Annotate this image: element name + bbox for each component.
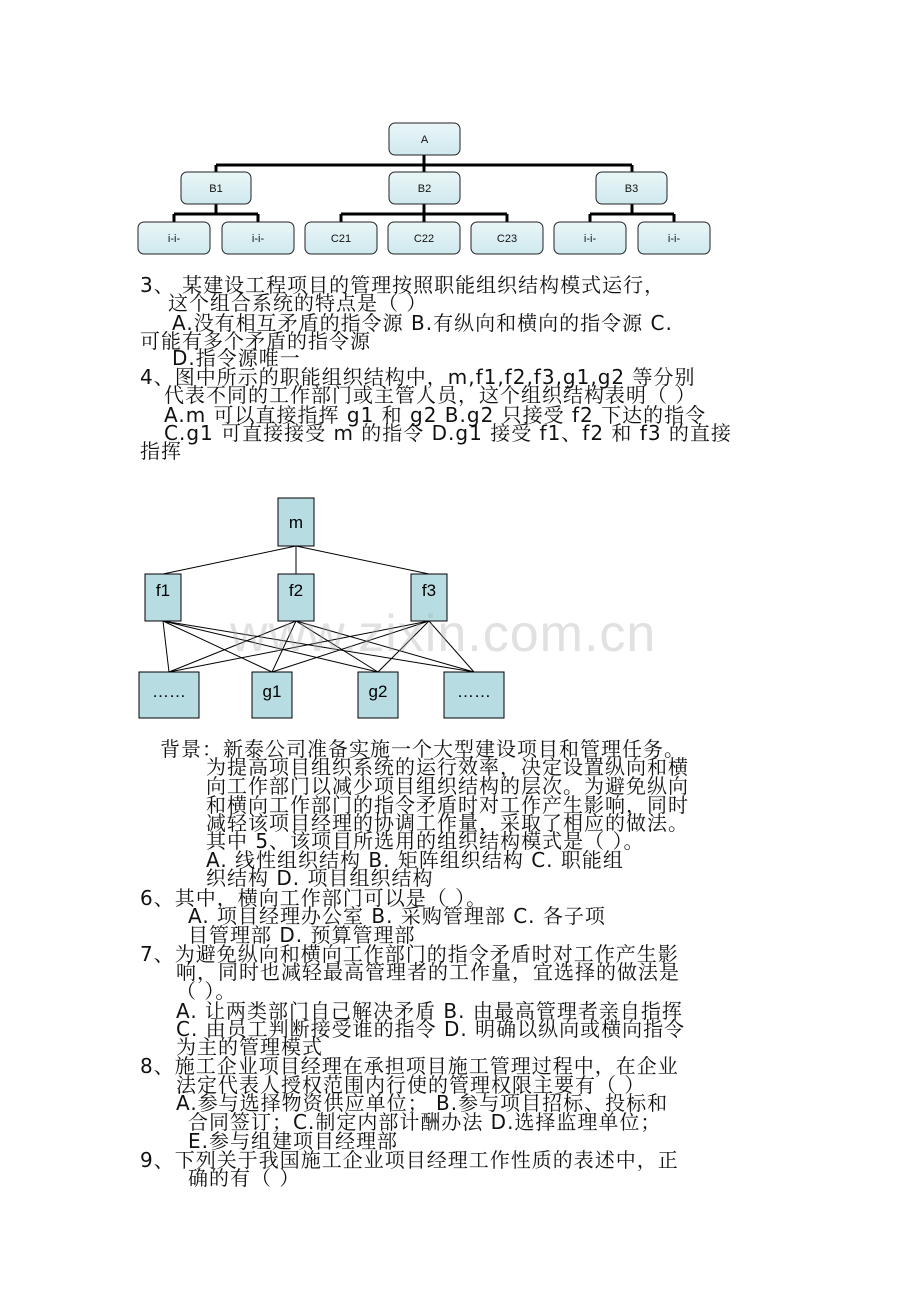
text-line: （ ）。 — [176, 979, 237, 1003]
text-line: 指挥 — [140, 439, 182, 463]
text-line: 为提高项目组织系统的运行效率，决定设置纵向和横 — [206, 755, 689, 779]
network-node-ellipsis-right — [444, 672, 504, 718]
tree-node-c21 — [305, 222, 377, 254]
text-line: A.没有相互矛盾的指令源 B.有纵向和横向的指令源 C. — [172, 311, 673, 335]
text-line: 响，同时也减轻最高管理者的工作量，宜选择的做法是 — [176, 960, 680, 984]
network-node-label: m — [288, 513, 304, 532]
tree-node-label: i-i- — [667, 233, 681, 245]
text-line: 目管理部 D. 预算管理部 — [188, 923, 416, 947]
text-line: 确的有（ ） — [188, 1166, 301, 1190]
text-line: E.参与组建项目经理部 — [188, 1129, 398, 1153]
tree-node-label: C21 — [330, 233, 352, 245]
text-line: A. 线性组织结构 B. 矩阵组织结构 C. 职能组 — [206, 848, 624, 872]
tree-node-leaf-6 — [554, 222, 626, 254]
text-line: 合同签订；C.制定内部计酬办法 D.选择监理单位； — [188, 1110, 662, 1134]
text-line: 9、下列关于我国施工企业项目经理工作性质的表述中，正 — [140, 1148, 679, 1172]
text-line: 3、 某建设工程项目的管理按照职能组织结构模式运行， — [140, 273, 666, 297]
network-node-label: f1 — [155, 581, 171, 600]
text-line: 代表不同的工作部门或主管人员，这个组织结构表明（ ） — [164, 383, 697, 407]
text-line: 向工作部门以减少项目组织结构的层次。为避免纵向 — [206, 774, 689, 798]
network-node-label: …… — [457, 682, 491, 701]
text-line: 减轻该项目经理的协调工作量，采取了相应的做法。 — [206, 811, 689, 835]
text-line: 8、施工企业项目经理在承担项目施工管理过程中，在企业 — [140, 1054, 679, 1078]
tree-node-c22 — [388, 222, 460, 254]
tree-node-leaf-1 — [138, 222, 210, 254]
tree-node-b2 — [389, 172, 460, 204]
text-line: 这个组合系统的特点是（ ） — [168, 291, 428, 315]
tree-node-leaf-7 — [638, 222, 710, 254]
network-node-g1 — [252, 672, 292, 718]
text-line: 背景：新泰公司准备实施一个大型建设项目和管理任务。 — [160, 737, 685, 761]
tree-node-label: C22 — [413, 233, 435, 245]
network-node-label: g2 — [368, 682, 388, 701]
text-line: A.参与选择物资供应单位； B.参与项目招标、投标和 — [176, 1091, 669, 1115]
text-line: 法定代表人授权范围内行使的管理权限主要有（ ） — [176, 1073, 646, 1097]
tree-node-label: B2 — [417, 183, 432, 195]
tree-node-label: i-i- — [583, 233, 597, 245]
tree-node-label: B3 — [624, 183, 639, 195]
text-line: A.m 可以直接指挥 g1 和 g2 B.g2 只接受 f2 下达的指令 — [164, 403, 707, 427]
tree-node-label: i-i- — [167, 233, 181, 245]
text-line: 其中 5、该项目所选用的组织结构模式是（ ）。 — [206, 829, 645, 853]
text-line: A. 让两类部门自己解决矛盾 B. 由最高管理者亲自指挥 — [176, 999, 683, 1023]
text-line: C.g1 可直接接受 m 的指令 D.g1 接受 f1、f2 和 f3 的直接 — [164, 421, 732, 445]
text-line: 7、为避免纵向和横向工作部门的指令矛盾时对工作产生影 — [140, 942, 679, 966]
tree-node-label: A — [420, 134, 429, 146]
text-line: A. 项目经理办公室 B. 采购管理部 C. 各子项 — [188, 904, 606, 928]
network-node-m — [278, 498, 314, 546]
tree-node-c23 — [471, 222, 543, 254]
tree-node-b1 — [181, 172, 251, 204]
text-line: 和横向工作部门的指令矛盾时对工作产生影响，同时 — [206, 793, 689, 817]
tree-node-leaf-2 — [222, 222, 294, 254]
network-node-label: g1 — [262, 682, 282, 701]
network-node-label: …… — [152, 682, 186, 701]
network-node-ellipsis-left — [139, 672, 199, 718]
tree-node-root — [389, 123, 460, 155]
network-node-g2 — [358, 672, 398, 718]
text-line: 4、图中所示的职能组织结构中，m,f1,f2,f3,g1,g2 等分别 — [140, 365, 696, 389]
tree-node-label: C23 — [496, 233, 518, 245]
network-node-f1 — [145, 574, 181, 621]
text-line: D.指令源唯一 — [172, 346, 301, 370]
network-node-label: f3 — [421, 581, 437, 600]
text-line: 6、其中，横向工作部门可以是（ ）。 — [140, 886, 488, 910]
network-node-label: f2 — [288, 581, 304, 600]
tree-node-b3 — [596, 172, 667, 204]
text-line: 可能有多个矛盾的指令源 — [140, 329, 371, 353]
text-line: C. 由员工判断接受谁的指令 D. 明确以纵向或横向指令 — [176, 1017, 686, 1041]
watermark: www.zixin.com.cn — [230, 605, 657, 663]
tree-node-label: i-i- — [251, 233, 265, 245]
text-line: 织结构 D. 项目组织结构 — [206, 866, 434, 890]
text-line: 为主的管理模式 — [176, 1035, 323, 1059]
tree-node-label: B1 — [209, 183, 223, 195]
hierarchy-tree-diagram — [0, 0, 920, 270]
